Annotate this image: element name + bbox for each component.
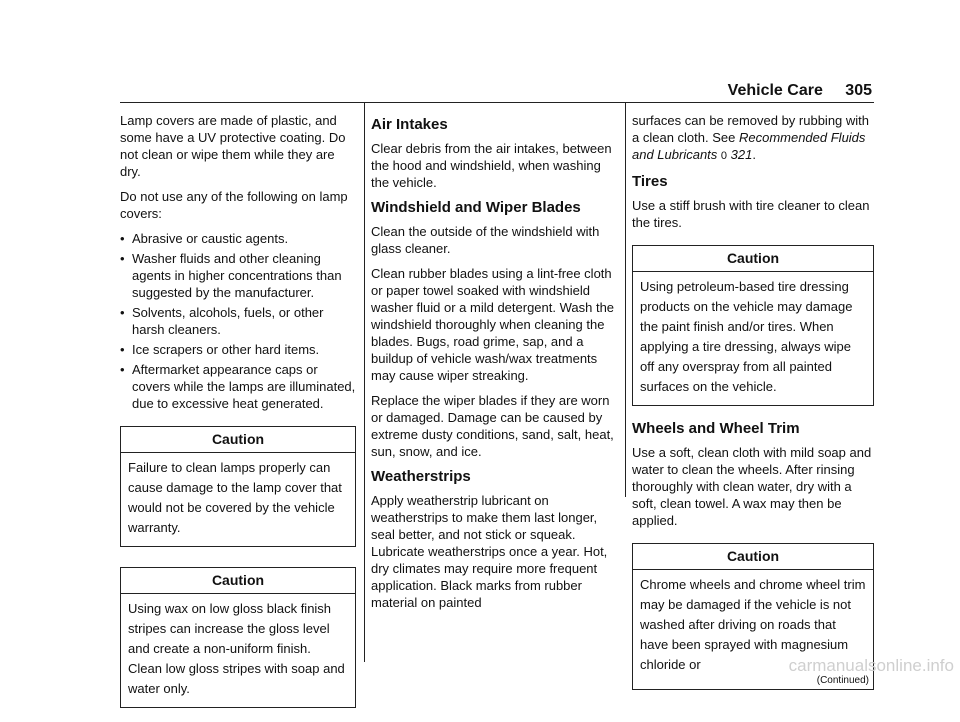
header-rule xyxy=(120,102,874,103)
caution-title: Caution xyxy=(633,246,873,272)
caution-body: Chrome wheels and chrome wheel trim may be damaged if the vehicle is not washed after driving on roads that have been sprayed with magnesium chloride or xyxy=(640,577,866,672)
caution-title: Caution xyxy=(121,427,355,453)
caution-body: Failure to clean lamps properly can cause damage to the lamp cover that would not be covered by the vehicle warranty. xyxy=(128,460,342,535)
list-item: • Aftermarket appearance caps or covers while the lamps are illuminated, due to excessive heat generated. xyxy=(120,361,356,412)
column-divider-2 xyxy=(625,102,626,497)
weatherstrips-paragraph: Apply weatherstrip lubricant on weatherstrips to make them last longer, seal better, and not stick or squeak. Lubricate weatherstrips once a year. Hot, dry climates may require more frequent application. Black marks from rubber material on painted xyxy=(371,493,608,610)
list-item: • Washer fluids and other cleaning agents in higher concentrations than suggested by the manufacturer. xyxy=(120,250,356,301)
list-item: • Solvents, alcohols, fuels, or other harsh cleaners. xyxy=(120,304,356,338)
caution-box-lamps xyxy=(120,426,356,547)
heading-weatherstrips: Weatherstrips xyxy=(371,468,471,485)
page-reference-icon: 0 xyxy=(720,150,728,162)
lamp-cover-paragraph: Lamp covers are made of plastic, and some have a UV protective coating. Do not clean or wipe them while they are dry. xyxy=(120,113,346,179)
column-divider-1 xyxy=(364,102,365,662)
caution-body: Using petroleum-based tire dressing products on the vehicle may damage the paint finish and/or tires. When applying a tire dressing, always wipe off any overspray from all painted surfaces on the vehicle. xyxy=(640,279,853,394)
heading-tires: Tires xyxy=(632,173,668,190)
continued-label: (Continued) xyxy=(816,675,869,686)
page-header xyxy=(728,82,872,99)
heading-air-intakes: Air Intakes xyxy=(371,116,448,133)
lamp-cover-intro: Do not use any of the following on lamp covers: xyxy=(120,189,348,221)
windshield-paragraph-1: Clean the outside of the windshield with glass cleaner. xyxy=(371,224,600,256)
lamp-cover-list xyxy=(120,230,356,412)
list-item: • Abrasive or caustic agents. xyxy=(120,230,356,247)
caution-box-wax xyxy=(120,567,356,708)
wheels-paragraph: Use a soft, clean cloth with mild soap and water to clean the wheels. After rinsing thoroughly with clean water, dry with a soft, clean towel. A wax may then be applied. xyxy=(632,445,872,528)
air-intakes-paragraph: Clear debris from the air intakes, between the hood and windshield, when washing the vehicle. xyxy=(371,141,612,190)
tires-paragraph: Use a stiff brush with tire cleaner to clean the tires. xyxy=(632,198,870,230)
weatherstrips-continued: surfaces can be removed by rubbing with a clean cloth. See Recommended Fluids and Lubricants 0 321. xyxy=(632,112,874,165)
watermark: carmanualsonline.info xyxy=(788,656,954,675)
list-item: • Ice scrapers or other hard items. xyxy=(120,341,356,358)
caution-title: Caution xyxy=(633,544,873,570)
column-2 xyxy=(371,112,617,619)
caution-body: Using wax on low gloss black finish stripes can increase the gloss level and create a non-uniform finish. Clean low gloss stripes with soap and water only. xyxy=(128,601,345,696)
heading-wheels: Wheels and Wheel Trim xyxy=(632,420,800,437)
column-1 xyxy=(120,112,356,722)
caution-title: Caution xyxy=(121,568,355,594)
heading-windshield: Windshield and Wiper Blades xyxy=(371,199,581,216)
section-title: Vehicle Care xyxy=(727,82,823,99)
cross-reference-link[interactable]: Recommended Fluids and Lubricants xyxy=(632,130,866,162)
caution-box-tires xyxy=(632,245,874,406)
reference-page[interactable]: 321 xyxy=(730,147,753,162)
page-number: 305 xyxy=(845,82,872,99)
column-3 xyxy=(632,112,874,690)
windshield-paragraph-3: Replace the wiper blades if they are worn or damaged. Damage can be caused by extreme dusty conditions, sand, salt, heat, sun, snow, and ice. xyxy=(371,393,614,459)
windshield-paragraph-2: Clean rubber blades using a lint-free cloth or paper towel soaked with windshield washer fluid or a mild detergent. Wash the windshield thoroughly when cleaning the blades. Bugs, road grime, sap, and a buildup of vehicle wash/wax treatments may cause wiper streaking. xyxy=(371,266,615,383)
